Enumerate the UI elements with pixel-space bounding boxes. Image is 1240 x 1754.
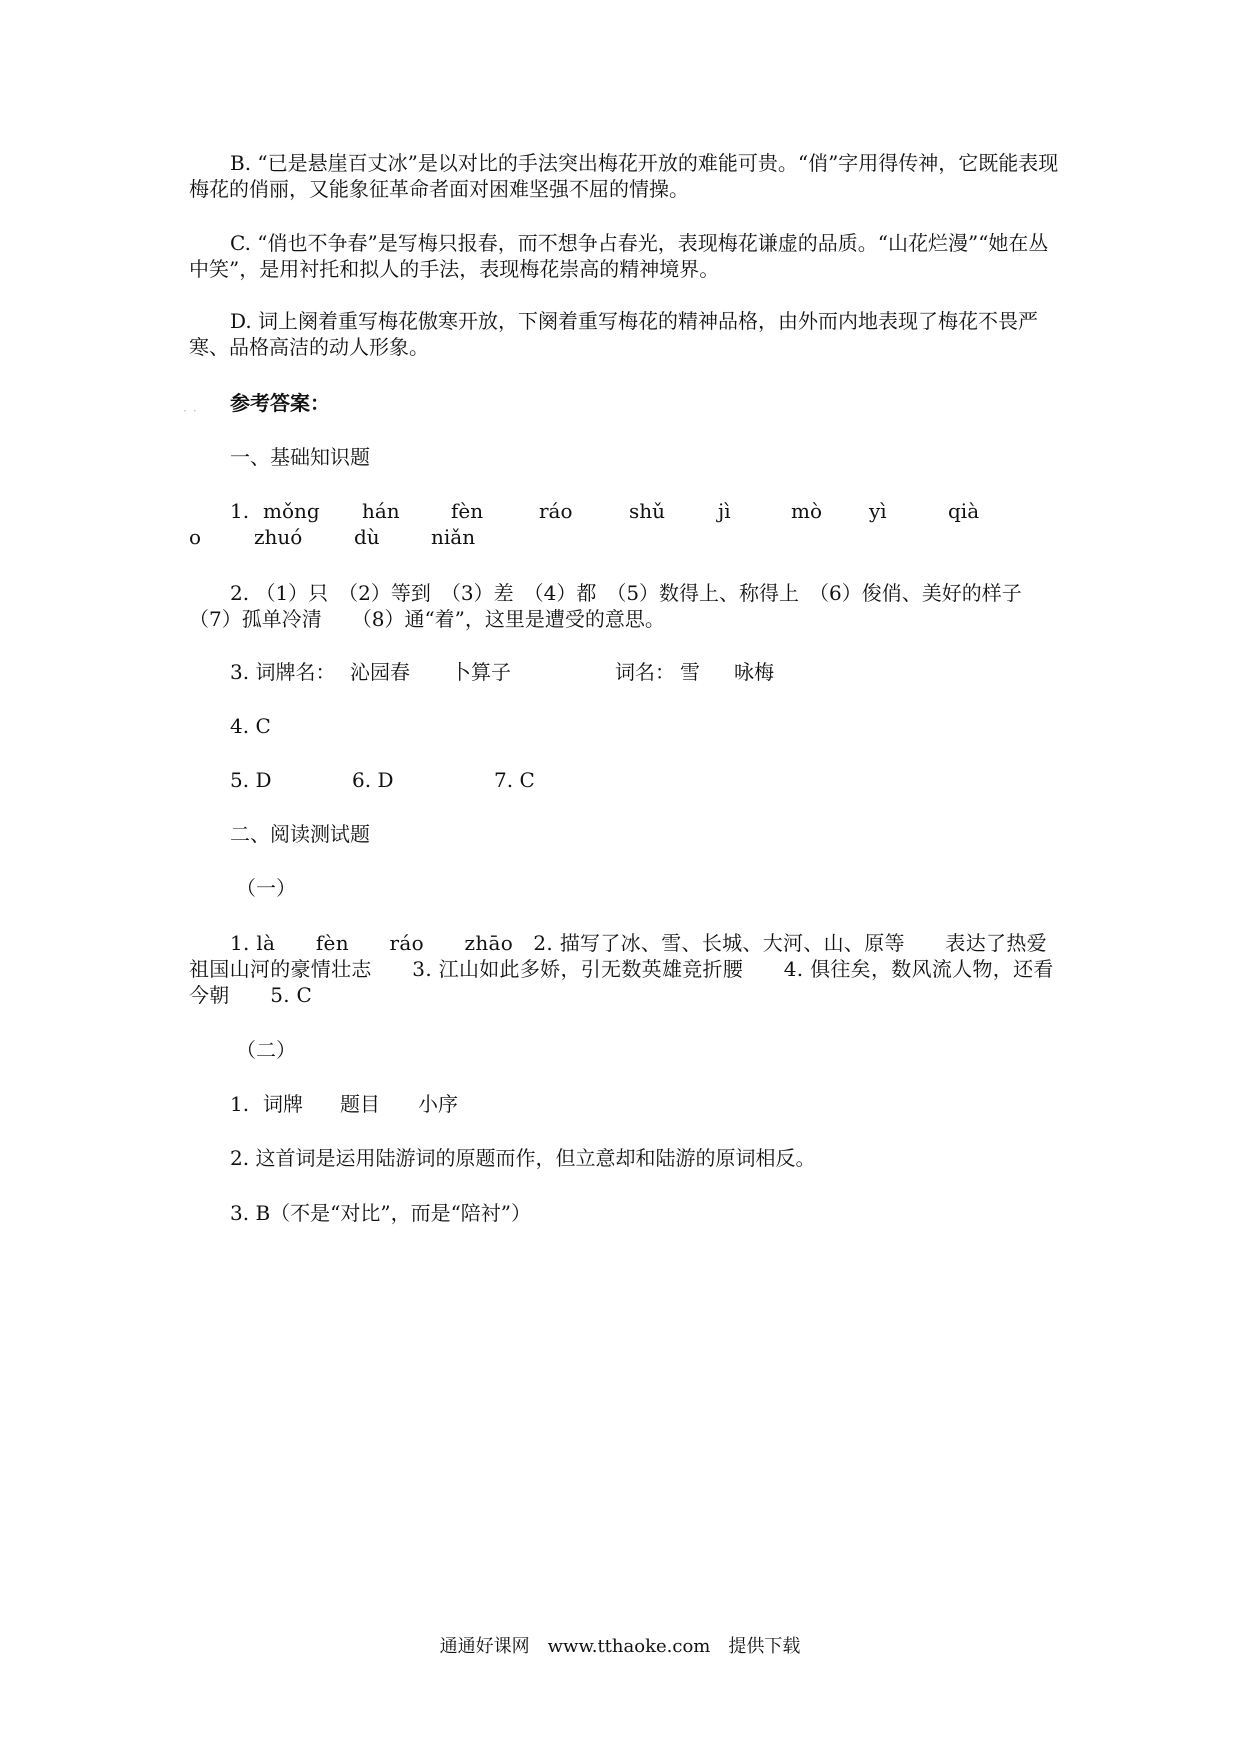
q3-title: 雪 — [680, 660, 700, 684]
pinyin-answer: yì — [869, 499, 887, 523]
q7-answer: 7. C — [494, 768, 535, 792]
pinyin-answer: qià — [948, 499, 980, 523]
pinyin-answer: zhuó — [254, 525, 303, 549]
q4-answer: 4. C — [230, 714, 271, 738]
pinyin-answer: o — [189, 525, 202, 549]
answers-heading: 参考答案： — [230, 391, 330, 415]
pinyin-answer: niǎn — [431, 525, 476, 549]
part1-label: （一） — [236, 876, 296, 900]
decorative-dots: ·· — [183, 404, 203, 418]
option-c: C. “俏也不争春”是写梅只报春，而不想争占春光，表现梅花谦虚的品质。“山花烂漫”“她在丛中笑”，是用衬托和拟人的手法，表现梅花崇高的精神境界。 — [189, 231, 1049, 281]
option-d: D. 词上阕着重写梅花傲寒开放，下阕着重写梅花的精神品格，由外而内地表现了梅花不畏严寒、品格高洁的动人形象。 — [189, 309, 1039, 359]
pinyin-answer: ráo — [539, 499, 573, 523]
part2-label: （二） — [236, 1038, 296, 1062]
part2-q1-item: 小序 — [418, 1092, 458, 1116]
pinyin-answer: fèn — [451, 499, 484, 523]
q3-title-label: 词名： — [615, 660, 675, 684]
section2-title: 二、阅读测试题 — [230, 822, 370, 846]
pinyin-answer: dù — [354, 525, 380, 549]
q3-title: 咏梅 — [734, 660, 774, 684]
footer-credit: 通通好课网 www.tthaoke.com 提供下载 — [439, 1636, 801, 1657]
q1-number: 1. — [230, 499, 250, 523]
q3-name: 沁园春 — [350, 660, 410, 684]
pinyin-answer: shǔ — [629, 499, 666, 523]
part2-q1-item: 题目 — [340, 1092, 380, 1116]
pinyin-answer: mò — [791, 499, 823, 523]
q3-label: 3. 词牌名： — [230, 660, 336, 684]
pinyin-answer: jì — [718, 499, 731, 523]
pinyin-answer: mǒng — [263, 499, 320, 523]
q6-answer: 6. D — [352, 768, 394, 792]
part2-q3-answer: 3. B（不是“对比”，而是“陪衬”） — [230, 1201, 532, 1225]
part2-q1-number: 1. — [230, 1092, 250, 1116]
q3-name: 卜算子 — [451, 660, 511, 684]
q5-answer: 5. D — [230, 768, 272, 792]
part2-q1-item: 词牌 — [263, 1092, 303, 1116]
q2-answer: 2. （1）只 （2）等到 （3）差 （4）都 （5）数得上、称得上 （6）俊俏、美好的样子 （7）孤单冷清 （8）通“着”，这里是遭受的意思。 — [189, 581, 1042, 631]
pinyin-answer: hán — [362, 499, 400, 523]
part1-answer: 1. là fèn ráo zhāo 2. 描写了冰、雪、长城、大河、山、原等 表达了热爱祖国山河的豪情壮志 3. 江山如此多娇，引无数英雄竞折腰 4. 俱往矣，数风流人物，还看今朝 5. C — [189, 931, 1054, 1007]
section1-title: 一、基础知识题 — [230, 445, 370, 469]
part2-q2-answer: 2. 这首词是运用陆游词的原题而作，但立意却和陆游的原词相反。 — [230, 1146, 816, 1170]
option-b: B. “已是悬崖百丈冰”是以对比的手法突出梅花开放的难能可贵。“俏”字用得传神，它既能表现梅花的俏丽，又能象征革命者面对困难坚强不屈的情操。 — [189, 151, 1059, 201]
